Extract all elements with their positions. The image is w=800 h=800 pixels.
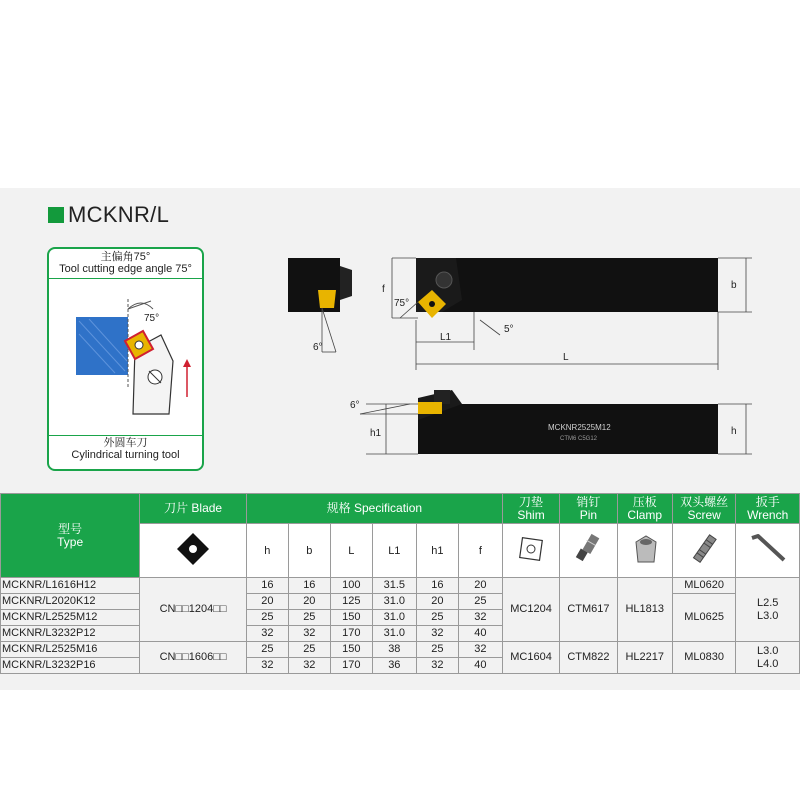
shim-code-group1: MC1204 [502, 578, 559, 642]
clamp-header [617, 494, 672, 524]
wrench-code-2a: L3.0 [756, 644, 779, 657]
type-header-en: Type [57, 534, 84, 549]
page-title: MCKNR/L [68, 202, 170, 227]
row-type: MCKNR/L2020K12 [1, 594, 140, 610]
pin-header [560, 494, 617, 524]
shim-image-cell [502, 524, 559, 578]
cell-h: 25 [246, 642, 288, 658]
insert-icon [176, 532, 210, 566]
cell-L1: 38 [372, 642, 416, 658]
type-header [1, 494, 140, 578]
wrench-code-group2 [736, 642, 800, 674]
row-type: MCKNR/L3232P16 [1, 658, 140, 674]
spec-col-h1: h1 [416, 524, 458, 578]
blade-code-group1: CN□□1204□□ [140, 578, 247, 642]
cell-L: 170 [330, 658, 372, 674]
pin-code-group1: CTM617 [560, 578, 617, 642]
wrench-header-cn: 扳手 [755, 494, 780, 509]
hex-key-icon [748, 532, 788, 566]
infobox-angle-label: 75° [144, 313, 160, 324]
dim-b-label: b [731, 280, 737, 291]
screw-header [672, 494, 736, 524]
infobox-title-en: Tool cutting edge angle 75° [59, 263, 192, 275]
row-type: MCKNR/L1616H12 [1, 578, 140, 594]
screw-header-cn: 双头螺丝 [680, 494, 729, 509]
cell-L1: 31.0 [372, 594, 416, 610]
clamp-header-en: Clamp [627, 507, 663, 522]
clamp-code-group1: HL1813 [617, 578, 672, 642]
engraving-sub: CTM6 C5G12 [560, 436, 598, 442]
cell-h1: 20 [416, 594, 458, 610]
table-row [1, 594, 800, 610]
cell-h: 32 [246, 626, 288, 642]
cell-L1: 36 [372, 658, 416, 674]
cell-h1: 32 [416, 658, 458, 674]
front-view-insert [418, 402, 442, 414]
blade-code-group2: CN□□1606□□ [140, 642, 247, 674]
pin-code-group2: CTM822 [560, 642, 617, 674]
wrench-header-en: Wrench [747, 507, 789, 522]
side-view-insert [318, 290, 336, 308]
spec-col-h: h [246, 524, 288, 578]
screw-code-1: ML0620 [672, 578, 736, 594]
blade-image-cell [140, 524, 247, 578]
cell-h: 32 [246, 658, 288, 674]
top-angle-label: 75° [394, 298, 410, 309]
pin-header-cn: 销钉 [576, 494, 601, 509]
top-view-body [416, 258, 718, 312]
pin-header-en: Pin [579, 507, 598, 522]
wrench-header [736, 494, 800, 524]
cell-h: 25 [246, 610, 288, 626]
small-angle-label: 5° [504, 324, 514, 335]
shim-header-en: Shim [517, 507, 545, 522]
table-row [1, 642, 800, 658]
cell-b: 32 [288, 658, 330, 674]
shim-header [502, 494, 559, 524]
row-type: MCKNR/L2525M12 [1, 610, 140, 626]
screw-code-3: ML0830 [672, 642, 736, 674]
cell-L: 125 [330, 594, 372, 610]
cell-b: 16 [288, 578, 330, 594]
clamp-code-group2: HL2217 [617, 642, 672, 674]
cell-f: 20 [458, 578, 502, 594]
spec-col-f: f [458, 524, 502, 578]
dim-h1-label: h1 [370, 428, 382, 439]
cell-h: 20 [246, 594, 288, 610]
shim-icon [516, 534, 546, 564]
specification-table [0, 493, 800, 674]
cell-f: 40 [458, 626, 502, 642]
pin-image-cell [560, 524, 617, 578]
cell-L: 150 [330, 642, 372, 658]
screw-code-2: ML0625 [672, 594, 736, 642]
cell-L1: 31.0 [372, 610, 416, 626]
cell-h1: 25 [416, 610, 458, 626]
cell-L1: 31.5 [372, 578, 416, 594]
row-type: MCKNR/L3232P12 [1, 626, 140, 642]
cell-f: 32 [458, 642, 502, 658]
shim-header-cn: 刀垫 [519, 494, 544, 509]
side-angle-label: 6° [313, 342, 323, 353]
wrench-image-cell [736, 524, 800, 578]
screw-icon [689, 532, 719, 566]
cell-f: 40 [458, 658, 502, 674]
engraving-main: MCKNR2525M12 [548, 423, 611, 432]
spec-col-L: L [330, 524, 372, 578]
wrench-code-2b: L4.0 [756, 657, 779, 670]
cell-f: 25 [458, 594, 502, 610]
cell-h1: 16 [416, 578, 458, 594]
cell-b: 20 [288, 594, 330, 610]
infobox-title-cn: 主偏角75° [100, 251, 151, 263]
infobox-footer-cn: 外圆车刀 [103, 437, 148, 449]
front-angle-label: 6° [350, 400, 360, 411]
type-header-cn: 型号 [58, 521, 83, 536]
cell-L: 100 [330, 578, 372, 594]
cell-h1: 32 [416, 626, 458, 642]
wrench-code-1a: L2.5 [756, 596, 779, 609]
dim-f-label: f [382, 284, 385, 295]
screw-header-en: Screw [687, 507, 721, 522]
dim-L-label: L [563, 352, 569, 363]
clamp-image-cell [617, 524, 672, 578]
cell-f: 32 [458, 610, 502, 626]
cell-h1: 25 [416, 642, 458, 658]
shim-code-group2: MC1604 [502, 642, 559, 674]
spec-header: 规格 Specification [246, 494, 502, 524]
blade-header: 刀片 Blade [140, 494, 247, 524]
clamp-icon [630, 532, 660, 566]
spec-col-L1: L1 [372, 524, 416, 578]
dim-h-label: h [731, 426, 737, 437]
dim-L1-label: L1 [440, 332, 452, 343]
cell-L1: 31.0 [372, 626, 416, 642]
cell-h: 16 [246, 578, 288, 594]
screw-image-cell [672, 524, 736, 578]
infobox-footer-en: Cylindrical turning tool [71, 449, 180, 461]
cell-b: 32 [288, 626, 330, 642]
pin-icon [573, 532, 603, 566]
clamp-header-cn: 压板 [632, 494, 657, 509]
wrench-code-group1 [736, 578, 800, 642]
cell-b: 25 [288, 642, 330, 658]
wrench-code-1b: L3.0 [756, 609, 779, 622]
cell-b: 25 [288, 610, 330, 626]
cell-L: 170 [330, 626, 372, 642]
cell-L: 150 [330, 610, 372, 626]
table-row [1, 578, 800, 594]
row-type: MCKNR/L2525M16 [1, 642, 140, 658]
spec-col-b: b [288, 524, 330, 578]
